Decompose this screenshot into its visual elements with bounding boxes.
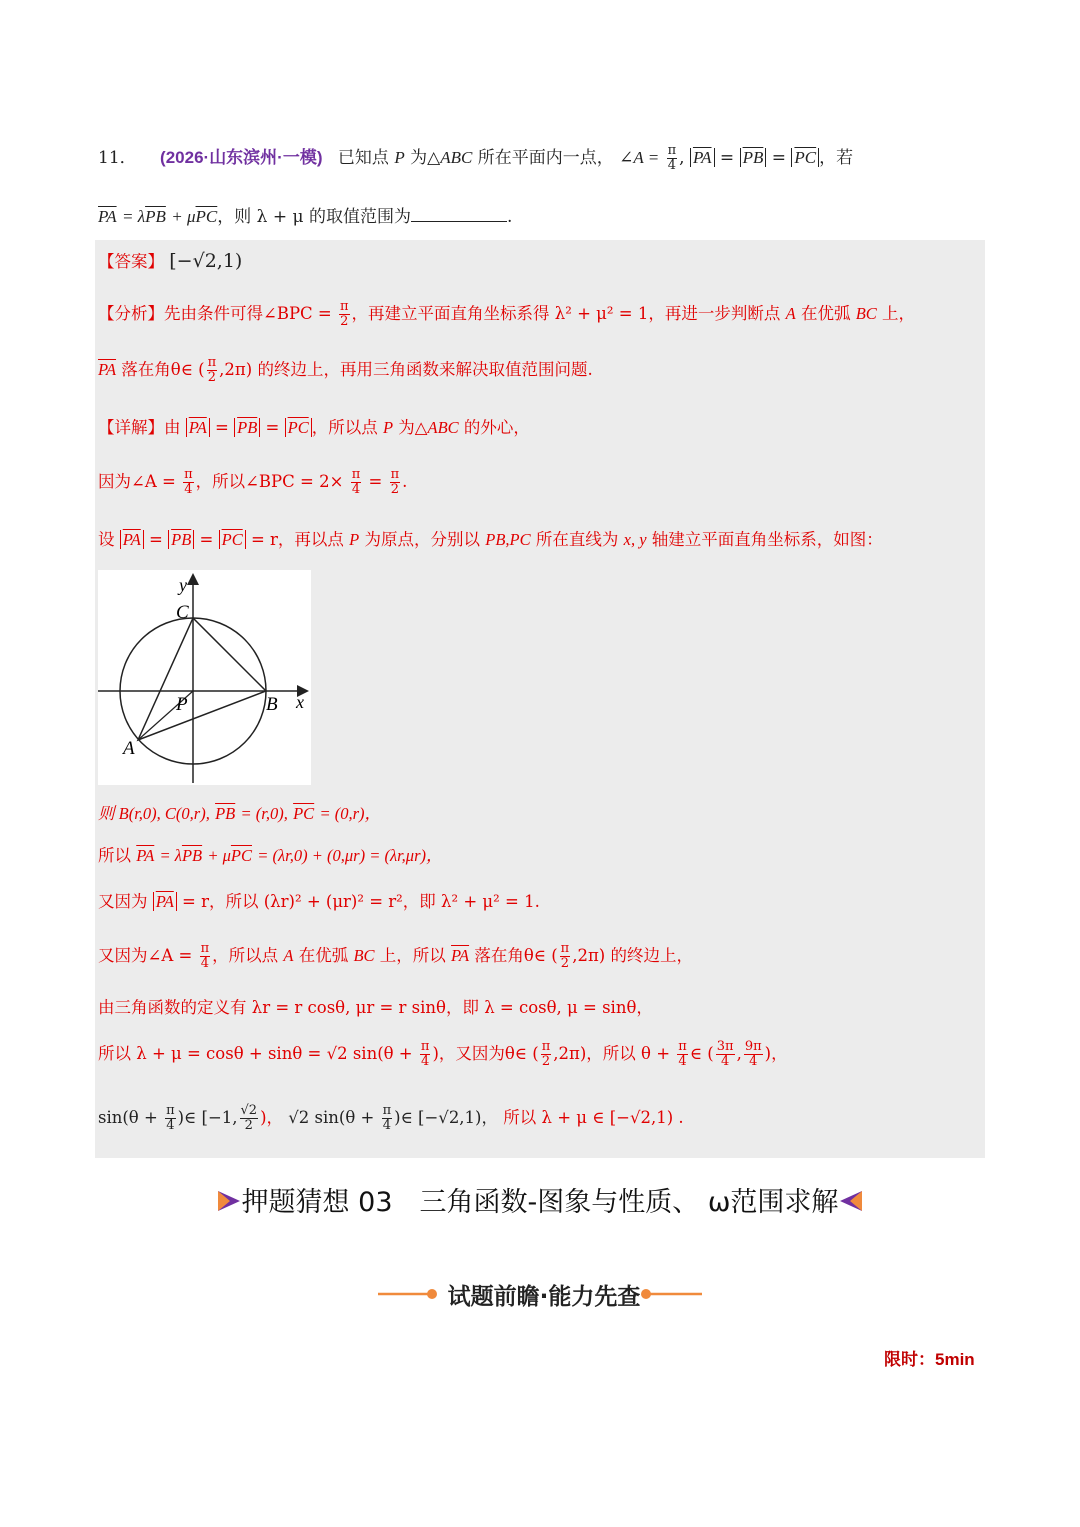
section-subtitle: 试题前瞻·能力先查 — [447, 1284, 641, 1310]
detail-line-10: sin(θ + $\frac{\pi}{4}$ )∈ [−1, $\frac{√2}{2}$ )， √2 sin(θ + $\frac{\pi}{4}$ )∈ [−√2,1)， 所以 λ + μ ∈ [−√2,1) . — [98, 1103, 684, 1133]
analysis-line-2: $\overline{PA}$ 落在角θ∈ ( $\frac{\pi}{2}$ ,2π) 的终边上，再用三角函数来解决取值范围问题. — [98, 355, 593, 385]
coordinate-figure — [98, 570, 311, 785]
detail-label: 【详解】 — [98, 418, 164, 437]
section-title-row — [0, 1180, 1080, 1219]
detail-line-5: 所以 $\overline{PA} = \lambda\overline{PB} + \mu\overline{PC} = (\lambda r,0) + (0,\mu r) = (\lambda r,\mu r)$， — [98, 846, 443, 865]
label-p: P — [176, 694, 188, 715]
answer-line — [98, 248, 242, 272]
analysis-label: 【分析】 — [98, 304, 164, 323]
question-line-2: $\overline{PA} = \lambda\overline{PB} + \mu\overline{PC}$，则 λ + μ 的取值范围为 . — [98, 207, 513, 227]
question-number: 11． — [98, 148, 137, 168]
question-line-1: 11． (2026·山东滨州·一模) 已知点 P 为△ABC 所在平面内一点， ∠A = $\frac{\pi}{4}$ , $\overline{PA} = \overline{PB} = \overline{PC}$ ，若 — [98, 143, 854, 173]
right-line-icon — [640, 1287, 702, 1301]
detail-line-9: 所以 λ + μ = cosθ + sinθ = √2 sin(θ + $\frac{\pi}{4}$ )，又因为θ∈ ( $\frac{\pi}{2}$ ,2π)，所以 θ + $\frac{\pi}{4}$ ∈ ( $\frac{3\pi}{4}$ , $\frac{9\pi}{4}$ )， — [98, 1039, 788, 1069]
circle-diagram — [98, 570, 311, 785]
question-source: (2026·山东滨州·一模) — [160, 148, 323, 167]
detail-line-6: 又因为 $\overline{PA} = r$，所以 (λr)² + (μr)² = r²，即 λ² + μ² = 1. — [98, 892, 540, 911]
label-x: x — [296, 692, 304, 712]
arrow-right-icon — [216, 1188, 242, 1214]
detail-line-1: 【详解】由 $\overline{PA} = \overline{PB} = \overline{PC}$ ，所以点 P 为△ABC 的外心， — [98, 418, 530, 437]
analysis-line-1: 【分析】先由条件可得∠BPC = $\frac{\pi}{2}$ ，再建立平面直角坐标系得 λ² + μ² = 1，再进一步判断点 A 在优弧 BC 上， — [98, 299, 916, 329]
detail-line-4: 则 B(r,0), C(0,r), $\overline{PB} = (r,0)$, $\overline{PC} = (0,r)$， — [98, 804, 381, 823]
detail-line-2: 因为∠A = $\frac{\pi}{4}$ ，所以∠BPC = 2× $\frac{\pi}{4}$ = $\frac{\pi}{2}$ . — [98, 467, 408, 497]
left-line-icon — [378, 1287, 440, 1301]
time-limit: 限时：5min — [884, 1350, 975, 1369]
detail-line-3: 设 $\overline{PA} = \overline{PB} = \overline{PC} = r$，再以点 P 为原点，分别以 PB,PC 所在直线为 x, y 轴建立平面直角坐标系，如图： — [98, 530, 883, 549]
arrow-left-icon — [838, 1188, 864, 1214]
answer-value: [−√2,1) — [169, 250, 243, 272]
label-c: C — [176, 602, 189, 623]
subtitle-row — [0, 1278, 1080, 1311]
detail-line-8: 由三角函数的定义有 λr = r cosθ, μr = r sinθ，即 λ = cosθ, μ = sinθ， — [98, 998, 653, 1017]
section-title: 押题猜想 03 三角函数-图象与性质、 ω范围求解 — [241, 1187, 839, 1218]
answer-blank — [411, 207, 507, 222]
answer-label: 【答案】 — [98, 252, 164, 271]
detail-line-7: 又因为∠A = $\frac{\pi}{4}$ ，所以点 A 在优弧 BC 上，所以 $\overline{PA}$ 落在角θ∈ ( $\frac{\pi}{2}$ ,2π) 的终边上， — [98, 941, 693, 971]
label-b: B — [266, 694, 278, 715]
label-a: A — [123, 738, 135, 759]
triangle-abc — [138, 618, 266, 740]
label-y: y — [179, 575, 187, 595]
